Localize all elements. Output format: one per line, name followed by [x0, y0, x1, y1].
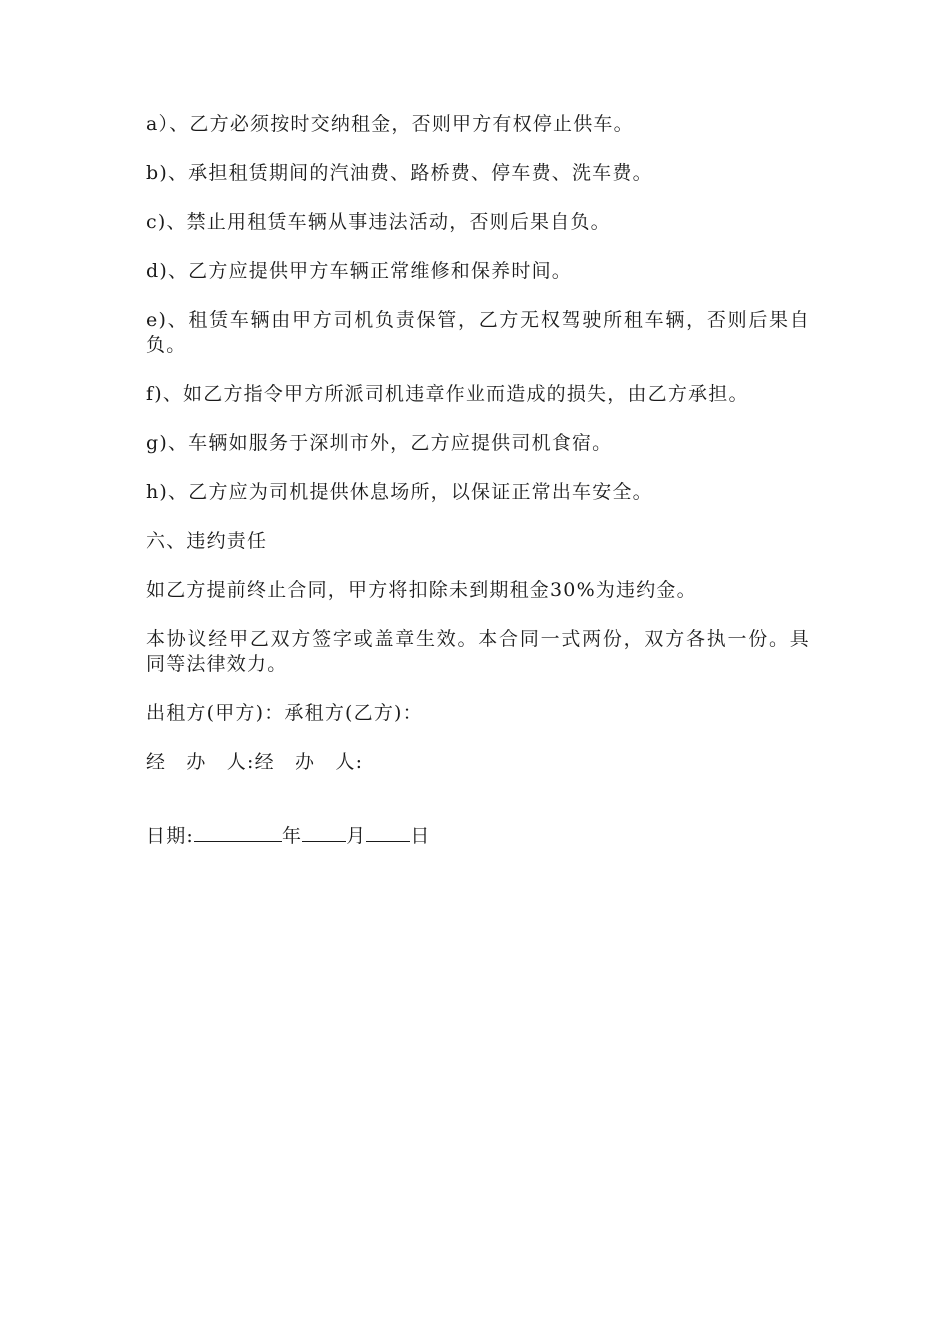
day-label: 日 [410, 825, 431, 847]
month-blank[interactable] [302, 823, 346, 842]
clause-c: c)、禁止用租赁车辆从事违法活动，否则后果自负。 [146, 211, 611, 233]
clause-a: a）、乙方必须按时交纳租金，否则甲方有权停止供车。 [146, 113, 634, 135]
day-blank[interactable] [366, 823, 410, 842]
date-label: 日期: [146, 825, 195, 847]
agents-line: 经 办 人:经 办 人: [146, 751, 364, 773]
clause-d: d)、乙方应提供甲方车辆正常维修和保养时间。 [146, 260, 572, 282]
clause-f: f)、如乙方指令甲方所派司机违章作业而造成的损失，由乙方承担。 [146, 383, 749, 405]
clause-g: g)、车辆如服务于深圳市外，乙方应提供司机食宿。 [146, 432, 613, 454]
month-label: 月 [346, 825, 367, 847]
clause-b: b)、承担租赁期间的汽油费、路桥费、停车费、洗车费。 [146, 162, 653, 184]
year-label: 年 [282, 825, 303, 847]
section-heading-breach: 六、违约责任 [146, 530, 268, 552]
year-blank[interactable] [194, 823, 282, 842]
contract-body [146, 112, 810, 873]
penalty-paragraph: 如乙方提前终止合同，甲方将扣除未到期租金30%为违约金。 [146, 579, 697, 601]
clause-e: e)、租赁车辆由甲方司机负责保管，乙方无权驾驶所租车辆，否则后果自负。 [146, 309, 810, 356]
clause-h: h)、乙方应为司机提供休息场所，以保证正常出车安全。 [146, 481, 653, 503]
parties-line: 出租方(甲方)：承租方(乙方)： [146, 702, 423, 724]
effect-paragraph: 本协议经甲乙双方签字或盖章生效。本合同一式两份，双方各执一份。具同等法律效力。 [146, 628, 810, 675]
date-line [146, 823, 810, 849]
